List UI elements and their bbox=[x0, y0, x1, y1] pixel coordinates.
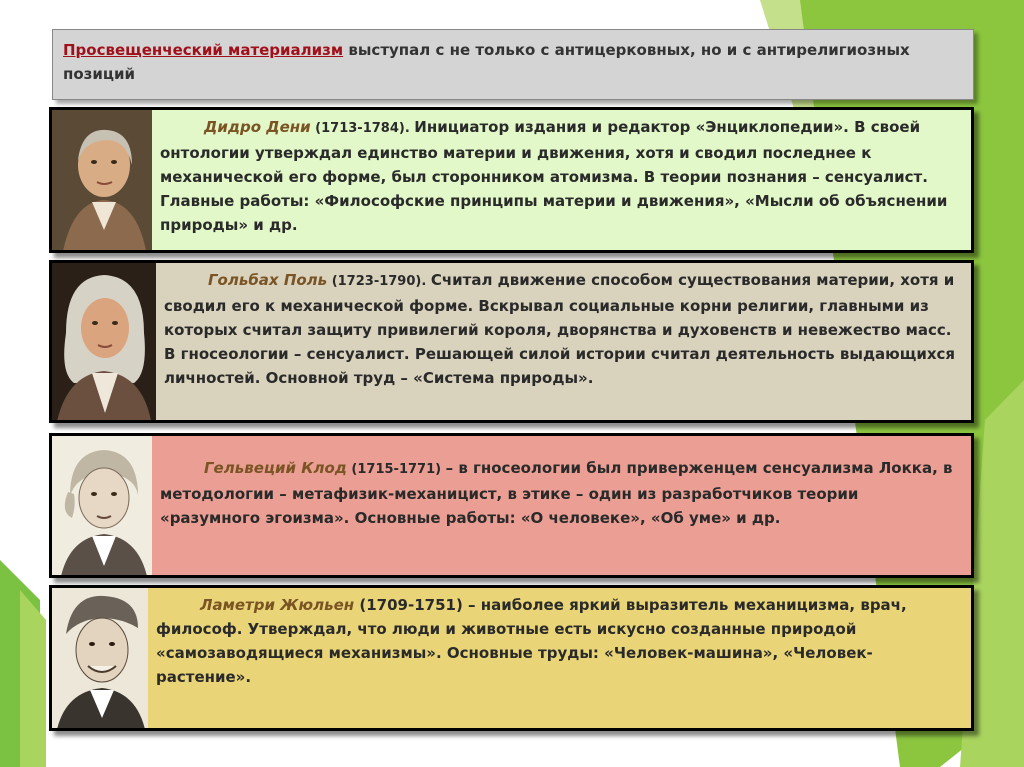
intro-text: выступал с не только с антицерковных, но и с антирелигиозных позиций bbox=[63, 41, 910, 83]
card-diderot bbox=[49, 107, 974, 253]
card-helvetius bbox=[49, 433, 974, 578]
portrait-helvetius bbox=[52, 436, 152, 575]
card-lamettrie bbox=[49, 585, 974, 731]
bio-diderot: Инициатор издания и редактор «Энциклопедии». В своей онтологии утверждал единство материи и движения, хотя и сводил последнее к механической его форме, был сторонником атомизма. В теории познания – сенсуалист. Главные работы: «Философские принципы материи и движения», «Мысли об объяснении природы» и др. bbox=[160, 118, 948, 234]
years-lamettrie: (1709-1751) bbox=[354, 596, 469, 614]
card-holbach bbox=[49, 260, 974, 423]
text-holbach bbox=[156, 263, 971, 420]
portrait-holbach bbox=[52, 263, 156, 420]
intro-banner bbox=[52, 29, 974, 100]
years-helvetius: (1715-1771) bbox=[346, 462, 446, 477]
bio-holbach: Считал движение способом существования материи, хотя и сводил его к механической форме. Вскрывал социальные корни религии, главными из которых считал защиту привилегий короля, дворянства и духовенств и невежество масс. В гносеологии – сенсуалист. Решающей силой истории считал деятельность выдающихся личностей. Основной труд – «Система природы». bbox=[164, 271, 956, 387]
years-diderot: (1713-1784). bbox=[310, 121, 415, 136]
name-diderot: Дидро Дени bbox=[204, 118, 311, 136]
text-helvetius bbox=[152, 436, 971, 575]
portrait-diderot bbox=[52, 110, 152, 250]
name-holbach: Гольбах Поль bbox=[208, 271, 328, 289]
portrait-lamettrie bbox=[52, 588, 148, 728]
name-lamettrie: Ламетри Жюльен bbox=[200, 596, 355, 614]
years-holbach: (1723-1790). bbox=[327, 274, 431, 289]
bio-lamettrie: – наиболее яркий выразитель механицизма, врач, философ. Утверждал, что люди и животные есть искусно созданные природой «самозаводящиеся механизмы». Основные труды: «Человек-машина», «Человек-растение». bbox=[156, 596, 907, 686]
text-lamettrie bbox=[148, 588, 971, 728]
bio-helvetius: – в гносеологии был приверженцем сенсуализма Локка, в методологии – метафизик-механицист, в этике – один из разработчиков теории «разумного эгоизма». Основные работы: «О человеке», «Об уме» и др. bbox=[160, 459, 953, 527]
text-diderot bbox=[152, 110, 971, 250]
intro-term: Просвещенческий материализм bbox=[63, 41, 344, 59]
name-helvetius: Гельвеций Клод bbox=[204, 459, 347, 477]
